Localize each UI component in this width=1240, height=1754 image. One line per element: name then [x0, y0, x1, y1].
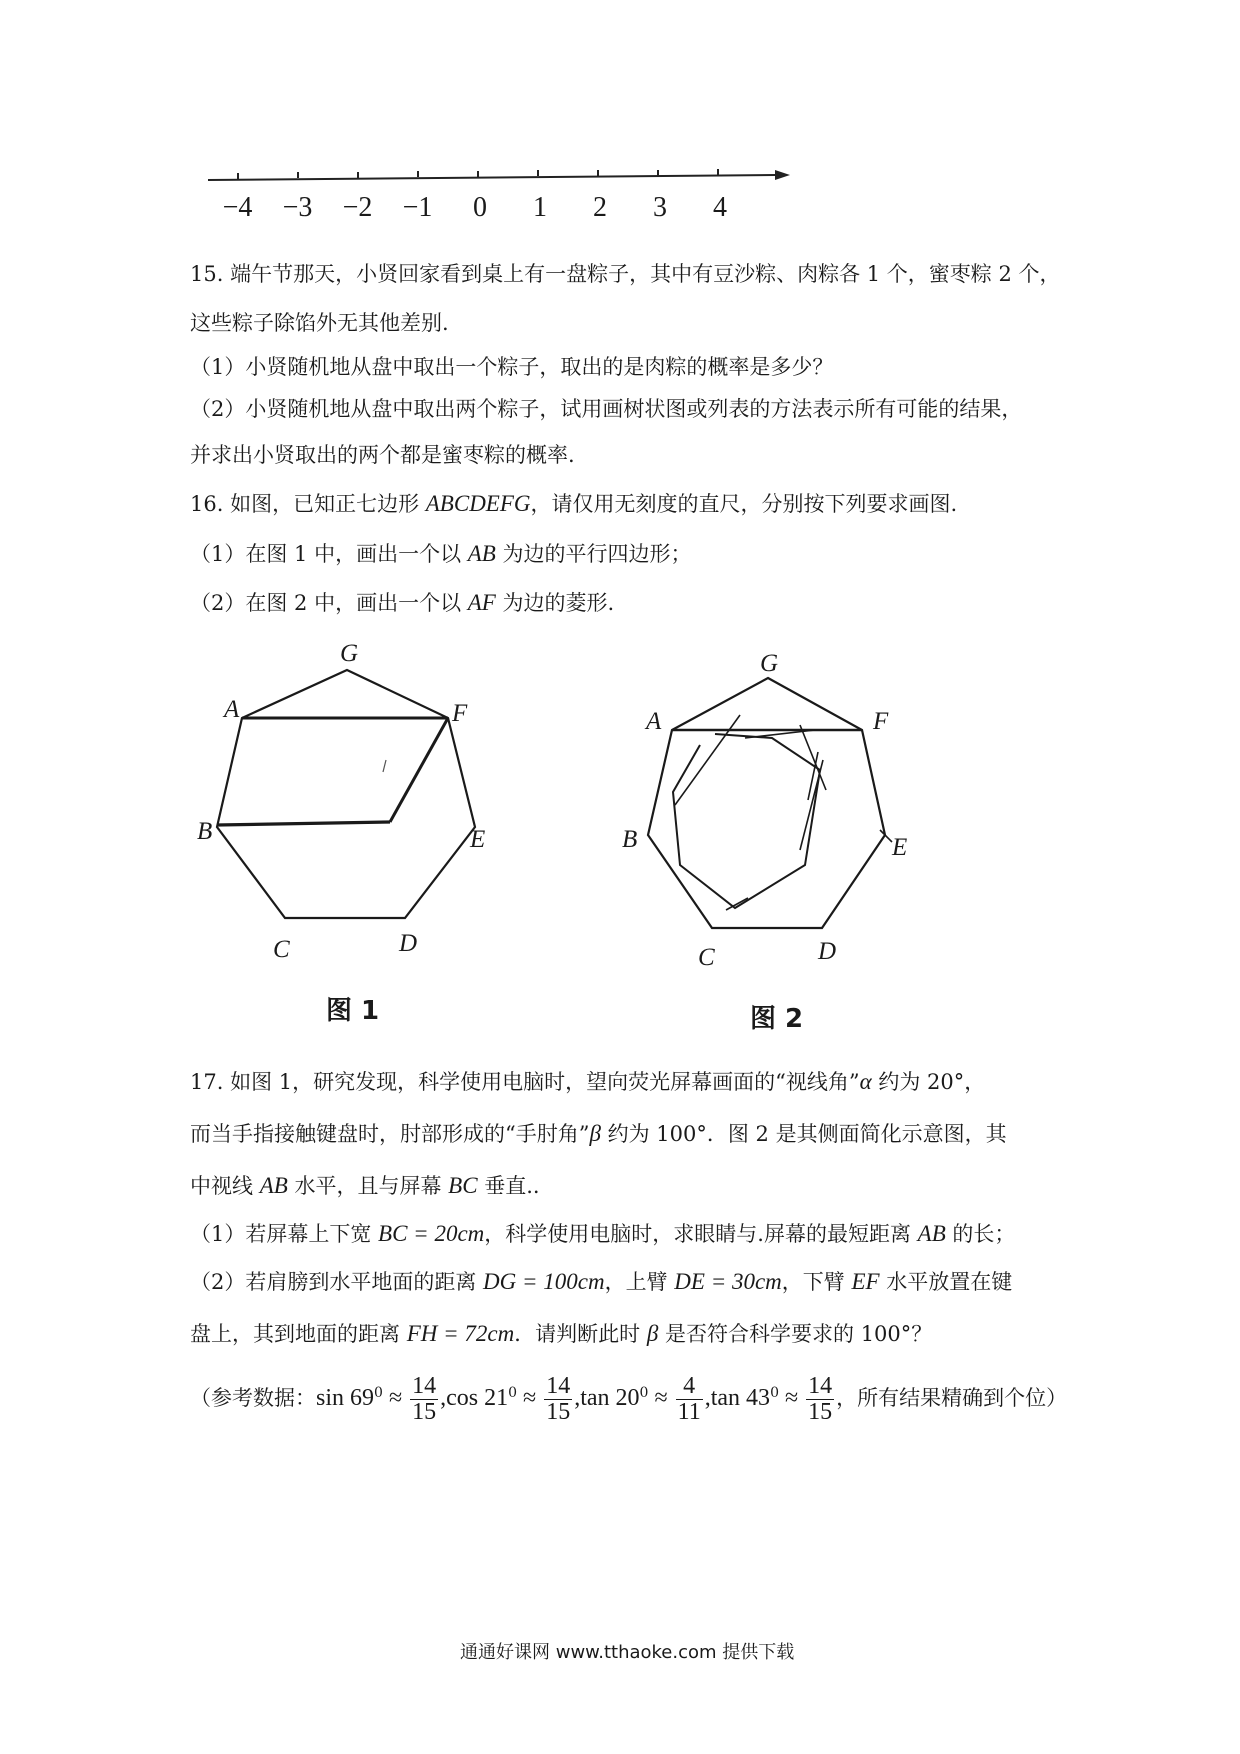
- figure1-caption: 图 1: [326, 996, 380, 1026]
- ref-frac: [676, 1374, 703, 1425]
- ref-tan43: ,tan 43: [704, 1385, 771, 1412]
- q15-line2: 这些粽子除馅外无其他差别.: [190, 311, 449, 335]
- q17-text: 是否符合科学要求的 100°？: [658, 1322, 933, 1346]
- frac-den: 15: [808, 1399, 833, 1426]
- q17-text: ，科学使用电脑时，求眼睛与.屏幕的最短距离: [484, 1222, 918, 1246]
- ref-deg: 0: [374, 1385, 383, 1402]
- frac-num: 14: [412, 1373, 437, 1399]
- q17-part3: [190, 1322, 932, 1345]
- q16-part2: [190, 591, 614, 614]
- fig1-label-D: D: [399, 930, 418, 957]
- fig2-label-D: D: [818, 938, 837, 965]
- q17-text: 约为 100°．图 2 是其侧面简化示意图，其: [600, 1122, 1007, 1146]
- ref-sin: sin 69: [316, 1385, 375, 1412]
- figure1-heptagon: [200, 650, 500, 970]
- fig1-label-E: E: [470, 826, 486, 853]
- q16-line1: [190, 492, 957, 515]
- fig2-label-F: F: [873, 708, 889, 735]
- q17-math: DG = 100cm: [483, 1269, 605, 1294]
- q17-text: ，下臂: [781, 1270, 852, 1294]
- q17-math: EF: [851, 1269, 880, 1294]
- q17-math: AB: [259, 1173, 288, 1198]
- frac-den: 15: [412, 1399, 437, 1426]
- tick-label: 4: [713, 192, 727, 223]
- frac-num: 4: [676, 1374, 703, 1400]
- q17-part1: [190, 1222, 1015, 1245]
- q15-line1: 15. 端午节那天，小贤回家看到桌上有一盘粽子，其中有豆沙粽、肉粽各 1 个，蜜枣粽 2 个，: [190, 262, 1061, 286]
- q16-text: ，请仅用无刻度的直尺，分别按下列要求画图.: [530, 492, 958, 516]
- q17-math: β: [589, 1121, 601, 1146]
- q16-text: 16. 如图，已知正七边形: [190, 492, 426, 516]
- ref-close: ，所有结果精确到个位）: [836, 1386, 1068, 1411]
- tick-label: −4: [222, 192, 253, 223]
- fig1-label-A: A: [224, 696, 240, 723]
- tick-label: 0: [473, 192, 487, 223]
- q17-text: 而当手指接触键盘时，肘部形成的“手肘角”: [190, 1122, 590, 1146]
- fig2-label-G: G: [760, 650, 779, 677]
- q15-part2-line1: （2）小贤随机地从盘中取出两个粽子，试用画树状图或列表的方法表示所有可能的结果，: [190, 397, 1023, 421]
- q17-line2: [190, 1122, 1007, 1145]
- tick-label: −3: [282, 192, 313, 223]
- q17-text: 水平放置在键: [879, 1270, 1013, 1294]
- fig1-label-C: C: [273, 936, 290, 963]
- ref-open: （参考数据：: [190, 1386, 316, 1411]
- q17-reference-data: [190, 1374, 1067, 1425]
- q17-text: 17. 如图 1，研究发现，科学使用电脑时，望向荧光屏幕画面的“视线角”: [190, 1070, 860, 1094]
- ref-frac: [544, 1374, 572, 1425]
- q16-text: （1）在图 1 中，画出一个以: [190, 542, 468, 566]
- fig1-label-G: G: [340, 640, 359, 667]
- q17-math: β: [646, 1321, 659, 1346]
- q17-text: 中视线: [190, 1174, 260, 1198]
- fig2-label-A: A: [646, 708, 662, 735]
- ref-deg: 0: [508, 1385, 518, 1402]
- q17-text: 垂直..: [477, 1174, 540, 1198]
- ref-approx: ≈: [382, 1385, 409, 1412]
- q17-math: FH = 72cm: [406, 1321, 515, 1346]
- ref-tan20: ,tan 20: [574, 1385, 640, 1412]
- tick-label: 2: [593, 192, 607, 223]
- frac-den: 11: [677, 1399, 701, 1426]
- q16-math: AF: [467, 590, 496, 615]
- fig1-label-F: F: [452, 700, 468, 727]
- tick-label: 1: [533, 192, 547, 223]
- q17-math: BC = 20cm: [378, 1221, 485, 1246]
- q17-text: 盘上，其到地面的距离: [190, 1322, 407, 1346]
- q17-text: 水平，且与屏幕: [287, 1174, 449, 1198]
- frac-num: 14: [546, 1373, 571, 1399]
- q16-math: ABCDEFG: [425, 491, 531, 516]
- ref-deg: 0: [770, 1385, 779, 1402]
- tick-label: −2: [342, 192, 373, 223]
- figure2-caption: 图 2: [750, 1004, 804, 1034]
- ref-cos: ,cos 21: [440, 1385, 509, 1412]
- tick-label: 3: [653, 192, 667, 223]
- q17-line1: [190, 1070, 985, 1093]
- q17-math: DE = 30cm: [674, 1269, 782, 1294]
- q17-text: （2）若肩膀到水平地面的距离: [190, 1270, 484, 1294]
- tick-label: −1: [402, 192, 433, 223]
- figure2-heptagon: [630, 660, 910, 960]
- q17-text: 约为 20°，: [871, 1070, 986, 1094]
- q17-math: α: [859, 1069, 872, 1094]
- q16-text: （2）在图 2 中，画出一个以: [190, 591, 468, 615]
- q17-math: BC: [448, 1173, 478, 1198]
- ref-deg: 0: [639, 1385, 649, 1402]
- ref-approx: ≈: [648, 1385, 674, 1412]
- ref-approx: ≈: [517, 1385, 543, 1412]
- fig2-label-C: C: [698, 944, 715, 971]
- q17-text: ，上臂: [604, 1270, 675, 1294]
- ref-frac: [806, 1374, 834, 1425]
- fig1-label-B: B: [197, 818, 213, 845]
- frac-num: 14: [808, 1373, 833, 1399]
- q15-part1: （1）小贤随机地从盘中取出一个粽子，取出的是肉粽的概率是多少？: [190, 355, 834, 379]
- q17-part2: [190, 1270, 1012, 1293]
- q15-part2-line2: 并求出小贤取出的两个都是蜜枣粽的概率.: [190, 443, 575, 467]
- page-footer: 通通好课网 www.tthaoke.com 提供下载: [460, 1642, 795, 1663]
- fig2-label-E: E: [892, 834, 908, 861]
- q16-text: 为边的平行四边形；: [495, 542, 692, 566]
- q17-text: ．请判断此时: [514, 1322, 647, 1346]
- ref-frac: [410, 1374, 438, 1425]
- frac-den: 15: [546, 1399, 571, 1426]
- q16-text: 为边的菱形.: [495, 591, 615, 615]
- q17-math: AB: [917, 1221, 946, 1246]
- fig2-label-B: B: [622, 826, 638, 853]
- q16-math: AB: [467, 541, 496, 566]
- q17-line3: [190, 1174, 540, 1197]
- q17-text: 的长；: [945, 1222, 1016, 1246]
- q17-text: （1）若屏幕上下宽: [190, 1222, 379, 1246]
- q16-part1: [190, 542, 692, 565]
- ref-approx: ≈: [778, 1385, 805, 1412]
